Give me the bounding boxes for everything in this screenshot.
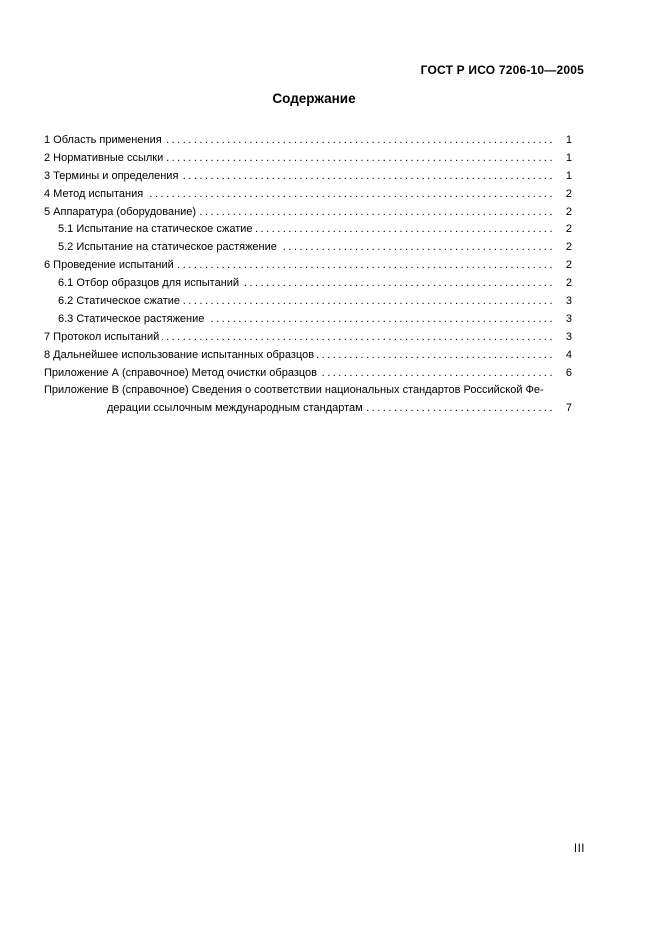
toc-page-number: 4 [565, 348, 572, 361]
toc-page-number: 3 [565, 295, 572, 308]
page-title: Содержание [272, 91, 356, 106]
toc-leader-dots [165, 132, 555, 150]
toc-page-number: 2 [565, 241, 572, 254]
toc-leader-dots [199, 204, 555, 222]
toc-entry [44, 382, 572, 400]
toc-entry [44, 221, 572, 239]
toc-entry-label: дерации ссылочным международным стандартам [107, 402, 363, 415]
toc-leader-dots [183, 293, 555, 311]
toc-entry-label: 6.1 Отбор образцов для испытаний [58, 277, 240, 290]
toc-page-number: 1 [565, 169, 572, 182]
toc-leader-dots [162, 329, 555, 347]
toc-leader-dots [181, 168, 555, 186]
toc-entry [44, 239, 572, 257]
toc-leader-dots [242, 275, 555, 293]
toc-entry-label: 8 Дальнейшее использование испытанных образцов [44, 348, 315, 361]
toc-page-number: 2 [565, 187, 572, 200]
toc-page-number: 2 [565, 277, 572, 290]
toc-entry [44, 257, 572, 275]
toc-page-number: 2 [565, 205, 572, 218]
toc-leader-dots [256, 221, 556, 239]
toc-entry-label: Приложение В (справочное) Сведения о соответствии национальных стандартов Российской Фе- [44, 384, 544, 397]
toc-entry-label: 3 Термины и определения [44, 169, 179, 182]
toc-entry [44, 150, 572, 168]
toc-entry-label: 5.1 Испытание на статическое сжатие [58, 223, 253, 236]
toc-leader-dots [166, 150, 555, 168]
toc-leader-dots [177, 257, 555, 275]
toc-entry [44, 275, 572, 293]
toc-entry-label: 7 Протокол испытаний [44, 330, 160, 343]
toc-entry-label: 4 Метод испытания [44, 187, 144, 200]
toc-leader-dots [146, 186, 555, 204]
toc-entry-label: 1 Область применения [44, 134, 162, 146]
toc-page-number: 7 [565, 402, 572, 415]
toc-leader-dots [317, 347, 555, 365]
toc-entry [44, 168, 572, 186]
toc-entry [44, 293, 572, 311]
toc-entry [44, 132, 572, 150]
toc-entry-label: 5 Аппаратура (оборудование) [44, 205, 197, 218]
table-of-contents [44, 132, 572, 418]
toc-entry-label: 5.2 Испытание на статическое растяжение [58, 241, 277, 254]
toc-page-number: 2 [565, 259, 572, 272]
toc-leader-dots [547, 382, 555, 400]
toc-entry [44, 365, 572, 383]
toc-entry [44, 204, 572, 222]
toc-entry [44, 329, 572, 347]
toc-leader-dots [366, 400, 555, 418]
toc-entry-label: 6.2 Статическое сжатие [58, 295, 180, 308]
folio-page-number: III [573, 843, 585, 855]
toc-page-number: 2 [565, 223, 572, 236]
toc-page-number: 1 [565, 151, 572, 164]
toc-entry [44, 400, 572, 418]
toc-entry-label: Приложение А (справочное) Метод очистки образцов [44, 366, 317, 379]
toc-entry-label: 6.3 Статическое растяжение [58, 312, 205, 325]
toc-entry [44, 186, 572, 204]
toc-page-number: 3 [565, 312, 572, 325]
document-header: ГОСТ Р ИСО 7206-10—2005 [420, 63, 584, 77]
toc-entry-label: 2 Нормативные ссылки [44, 151, 164, 164]
toc-page-number: 1 [565, 134, 572, 146]
toc-page-number: 6 [565, 366, 572, 379]
toc-entry [44, 311, 572, 329]
toc-leader-dots [320, 365, 555, 383]
toc-leader-dots [280, 239, 555, 257]
toc-entry [44, 347, 572, 365]
toc-entry-label: 6 Проведение испытаний [44, 259, 174, 272]
toc-leader-dots [207, 311, 555, 329]
toc-page-number: 3 [565, 330, 572, 343]
